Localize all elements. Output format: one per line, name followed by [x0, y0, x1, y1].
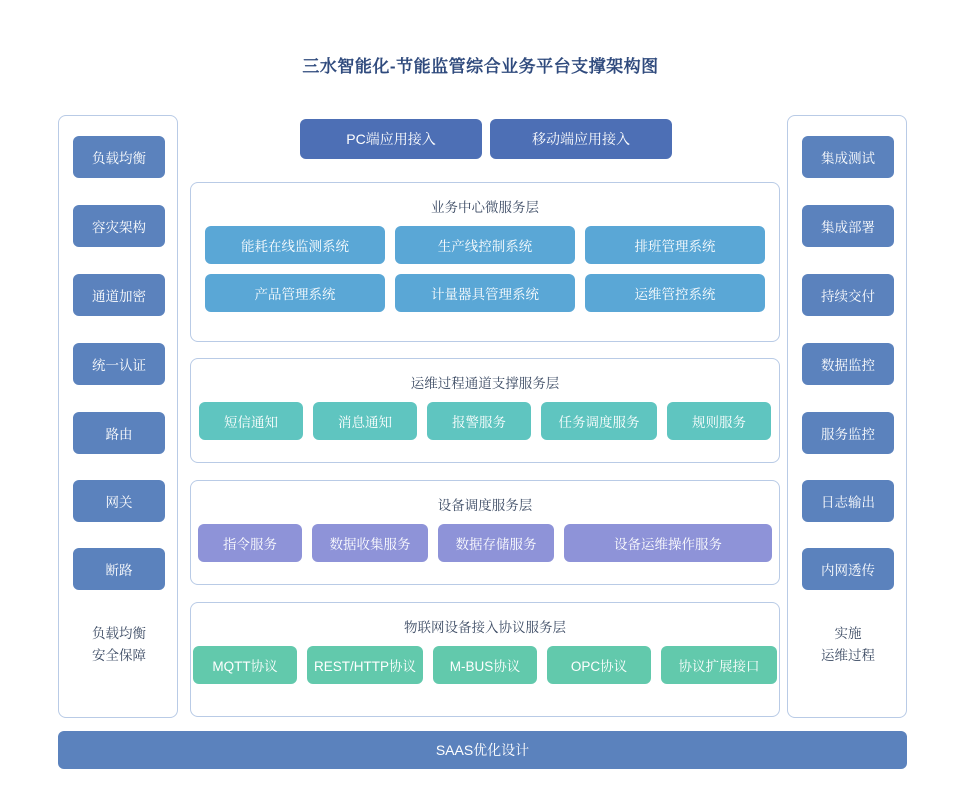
service-chip[interactable]: OPC协议	[547, 646, 651, 684]
service-chip[interactable]: 能耗在线监测系统	[205, 226, 385, 264]
left-item-3[interactable]: 统一认证	[73, 343, 165, 385]
right-item-6[interactable]: 内网透传	[802, 548, 894, 590]
service-chip[interactable]: 排班管理系统	[585, 226, 765, 264]
right-footer-line1: 实施	[834, 626, 862, 641]
saas-optimization-bar: SAAS优化设计	[58, 731, 907, 769]
layer-ops-channel-support	[190, 358, 780, 463]
right-item-4[interactable]: 服务监控	[802, 412, 894, 454]
service-chip[interactable]: REST/HTTP协议	[307, 646, 423, 684]
service-chip[interactable]: 计量器具管理系统	[395, 274, 575, 312]
layer-row	[191, 274, 779, 312]
mobile-access-button[interactable]: 移动端应用接入	[490, 119, 672, 159]
layer-title: 物联网设备接入协议服务层	[404, 620, 566, 635]
service-chip[interactable]: 生产线控制系统	[395, 226, 575, 264]
service-chip[interactable]: 设备运维操作服务	[564, 524, 772, 562]
left-item-4[interactable]: 路由	[73, 412, 165, 454]
service-chip[interactable]: 协议扩展接口	[661, 646, 777, 684]
left-item-5[interactable]: 网关	[73, 480, 165, 522]
service-chip[interactable]: 指令服务	[198, 524, 302, 562]
service-chip[interactable]: 产品管理系统	[205, 274, 385, 312]
left-item-0[interactable]: 负载均衡	[73, 136, 165, 178]
page-title: 三水智能化-节能监管综合业务平台支撑架构图	[302, 57, 659, 76]
layer-device-scheduling	[190, 480, 780, 585]
service-chip[interactable]: 数据收集服务	[312, 524, 428, 562]
layer-row	[191, 524, 779, 562]
left-item-1[interactable]: 容灾架构	[73, 205, 165, 247]
layer-row	[191, 402, 779, 440]
layer-iot-protocol-service	[190, 602, 780, 717]
right-item-2[interactable]: 持续交付	[802, 274, 894, 316]
left-item-6[interactable]: 断路	[73, 548, 165, 590]
left-capability-column	[58, 115, 178, 718]
layer-business-microservices	[190, 182, 780, 342]
service-chip[interactable]: M-BUS协议	[433, 646, 537, 684]
service-chip[interactable]: 规则服务	[667, 402, 771, 440]
right-item-5[interactable]: 日志输出	[802, 480, 894, 522]
right-item-3[interactable]: 数据监控	[802, 343, 894, 385]
pc-access-button[interactable]: PC端应用接入	[300, 119, 482, 159]
right-item-1[interactable]: 集成部署	[802, 205, 894, 247]
right-footer-line2: 运维过程	[821, 648, 875, 663]
left-footer-line1: 负载均衡	[92, 626, 146, 641]
layer-title: 设备调度服务层	[437, 498, 533, 513]
service-chip[interactable]: 报警服务	[427, 402, 531, 440]
left-footer-line2: 安全保障	[92, 648, 146, 663]
service-chip[interactable]: 运维管控系统	[585, 274, 765, 312]
right-capability-column	[787, 115, 907, 718]
layer-row	[191, 226, 779, 264]
service-chip[interactable]: MQTT协议	[193, 646, 297, 684]
left-item-2[interactable]: 通道加密	[73, 274, 165, 316]
layer-row	[191, 646, 779, 684]
service-chip[interactable]: 消息通知	[313, 402, 417, 440]
service-chip[interactable]: 任务调度服务	[541, 402, 657, 440]
service-chip[interactable]: 数据存储服务	[438, 524, 554, 562]
layer-title: 运维过程通道支撑服务层	[410, 376, 560, 391]
service-chip[interactable]: 短信通知	[199, 402, 303, 440]
layer-title: 业务中心微服务层	[431, 200, 539, 215]
right-item-0[interactable]: 集成测试	[802, 136, 894, 178]
